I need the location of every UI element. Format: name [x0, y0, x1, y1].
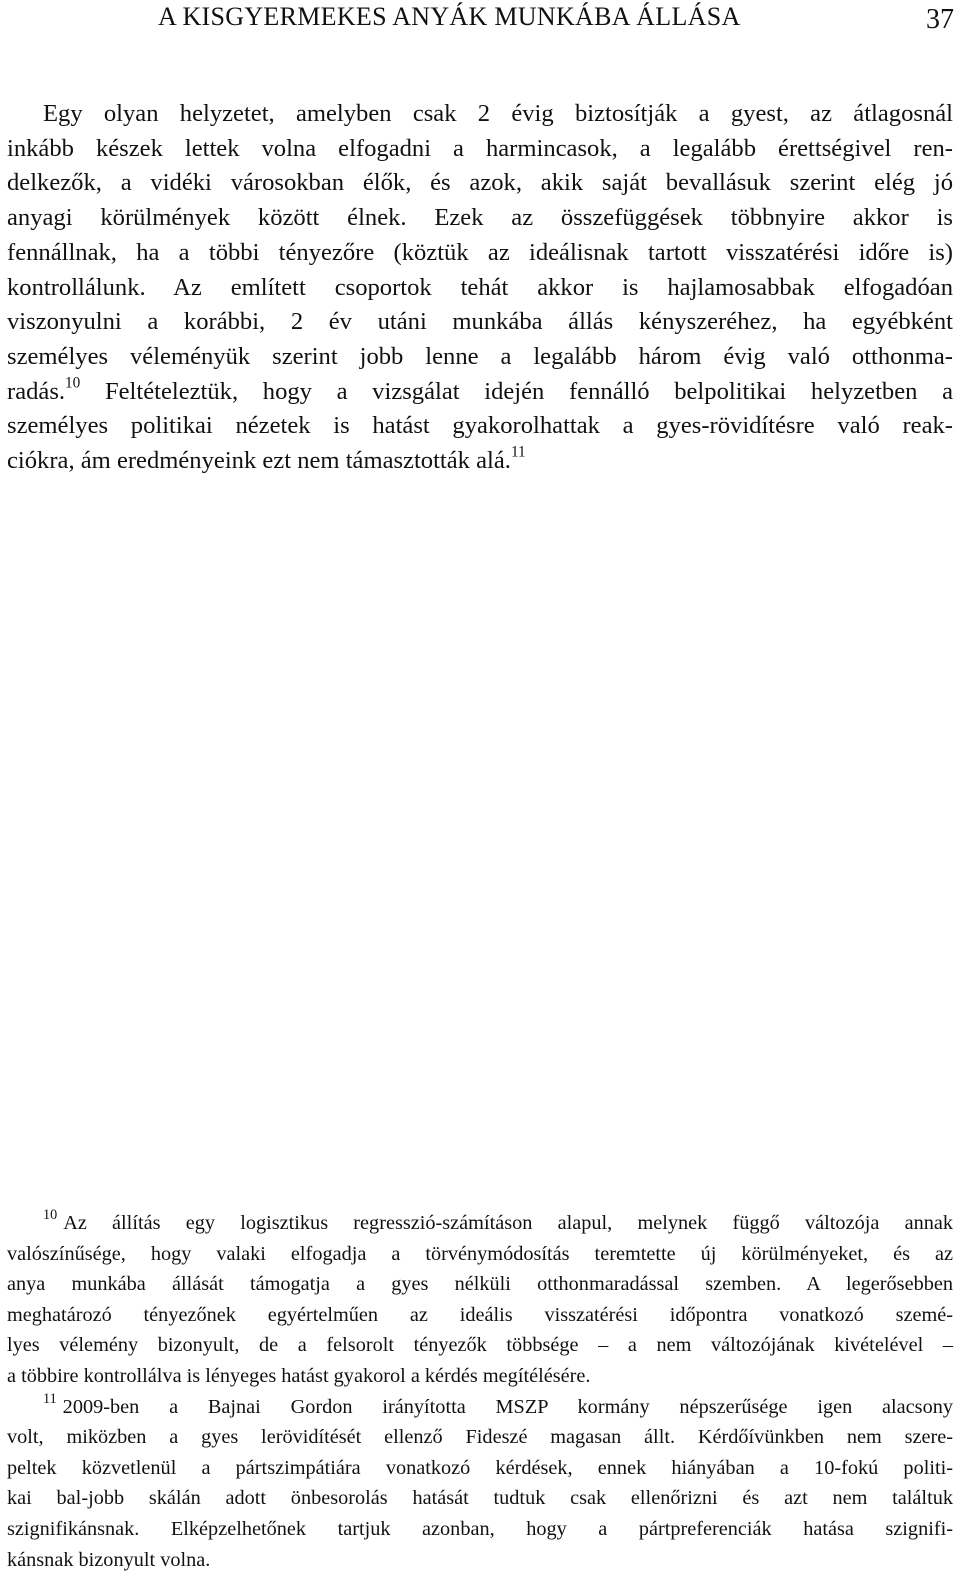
body-line: delkezők, a vidéki városokban élők, és azok, akik saját bevallásuk szerint elég jó [7, 169, 953, 197]
footnote-11 [7, 1392, 953, 1576]
footnote-line: lyes vélemény bizonyult, de a felsorolt tényezők többsége – a nem változójának kivételével – [7, 1334, 953, 1357]
footnote-10 [7, 1208, 953, 1392]
footnote-line: szignifikánsnak. Elképzelhetőnek tartjuk azonban, hogy a pártpreferenciák hatása szignifi- [7, 1517, 953, 1540]
footnote-line: volt, miközben a gyes lerövidítését ellenző Fideszé magasan állt. Kérdőívünkben nem szere- [7, 1426, 953, 1449]
footnote-ref-10[interactable]: 10 [65, 374, 81, 392]
body-line: anyagi körülmények között élnek. Ezek az összefüggések többnyire akkor is [7, 204, 953, 232]
footnote-mark: 10 [43, 1207, 58, 1224]
body-line: fennállnak, ha a többi tényezőre (köztük az ideálisnak tartott visszatérési időre is) [7, 238, 953, 266]
footnote-ref-11[interactable]: 11 [510, 443, 526, 461]
running-head: A KISGYERMEKES ANYÁK MUNKÁBA ÁLLÁSA [158, 2, 741, 31]
body-line: személyes véleményük szerint jobb lenne a legalább három évig való otthonma- [7, 342, 953, 370]
footnote-text: 2009-ben a Bajnai Gordon irányította MSZP kormány népszerűsége igen alacsony [62, 1395, 953, 1418]
body-text-fragment: Feltételeztük, hogy a vizsgálat idején fennálló belpolitikai helyzetben a [104, 377, 953, 405]
footnote-line: kai bal-jobb skálán adott önbesorolás hatását tudtuk csak ellenőrizni és azt nem találtuk [7, 1487, 953, 1510]
footnote-line: valószínűsége, hogy valaki elfogadja a törvénymódosítás teremtette új körülményeket, és az [7, 1242, 953, 1265]
footnote-line [7, 1392, 953, 1423]
body-text-fragment: ciókra, ám eredményeink ezt nem támasztották alá. [7, 447, 511, 475]
body-line: viszonyulni a korábbi, 2 év utáni munkába állás kényszeréhez, ha egyébként [7, 308, 953, 336]
body-line: kontrollálunk. Az említett csoportok tehát akkor is hajlamosabbak elfogadóan [7, 273, 953, 301]
body-paragraph [7, 97, 953, 479]
footnote-line [7, 1208, 953, 1239]
body-line: inkább készek lettek volna elfogadni a harmincasok, a legalább érettségivel ren- [7, 134, 953, 162]
body-line: személyes politikai nézetek is hatást gyakorolhattak a gyes-rövidítésre való reak- [7, 412, 953, 440]
footnote-line: peltek közvetlenül a pártszimpátiára vonatkozó kérdések, ennek hiányában a 10-fokú politi- [7, 1456, 953, 1479]
body-text-fragment: radás. [7, 377, 66, 405]
footnote-text: Az állítás egy logisztikus regresszió-számításon alapul, melynek függő változója annak [63, 1212, 953, 1234]
footnote-line: meghatározó tényezőnek egyértelműen az ideális visszatérési időpontra vonatkozó szemé- [7, 1303, 953, 1326]
page-number: 37 [926, 4, 954, 35]
footnote-line: a többire kontrollálva is lényeges hatást gyakorol a kérdés megítélésére. [7, 1364, 591, 1387]
body-line: Egy olyan helyzetet, amelyben csak 2 évig biztosítják a gyest, az átlagosnál [43, 100, 953, 127]
footnote-line: anya munkába állását támogatja a gyes nélküli otthonmaradással szemben. A legerősebben [7, 1273, 953, 1296]
page-header [0, 0, 960, 40]
footnote-line: kánsnak bizonyult volna. [7, 1548, 211, 1571]
body-line-with-ref [7, 375, 953, 410]
body-line-with-ref [7, 444, 953, 479]
footnotes [7, 1208, 953, 1575]
footnote-mark: 11 [43, 1390, 57, 1407]
